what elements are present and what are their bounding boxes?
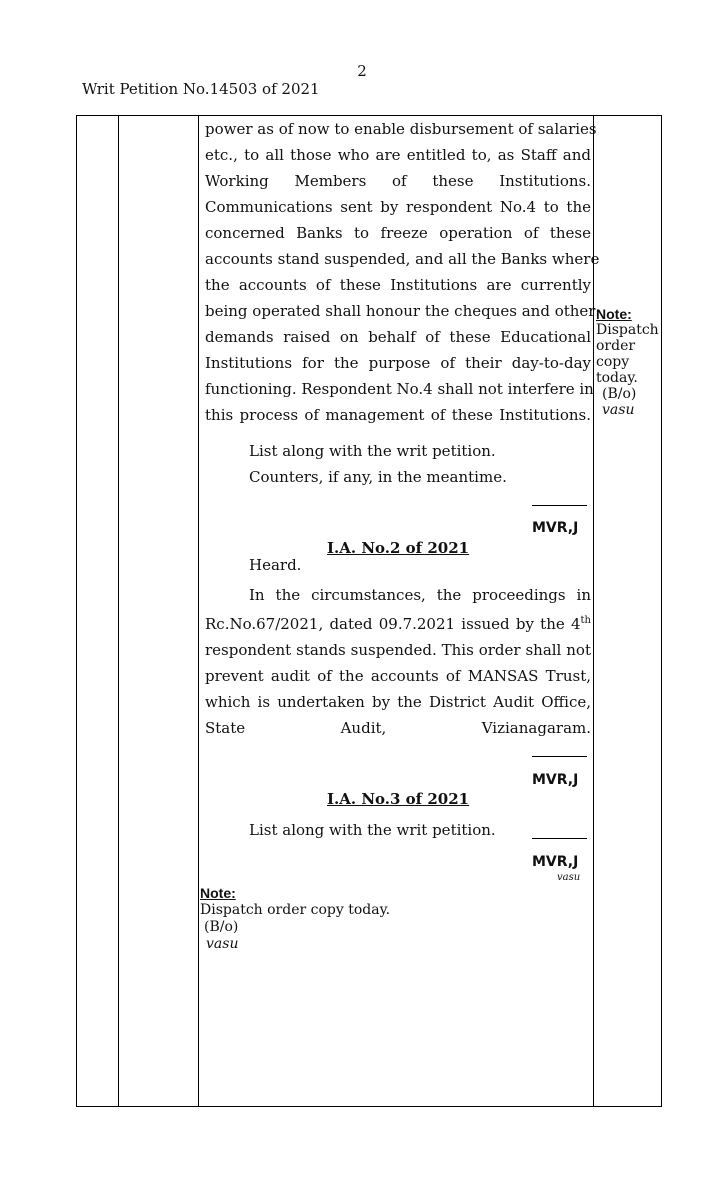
note-line: today.: [596, 370, 638, 386]
paragraph-line: demands raised on behalf of these Educational: [205, 328, 591, 346]
clerk-initials: vasu: [602, 402, 635, 418]
dispatch-note-bottom: [200, 885, 390, 953]
order-sheet-table: [76, 115, 662, 1107]
judge-initials: MVR,J: [532, 520, 579, 536]
ia2-judge-initials: MVR,J: [532, 772, 579, 788]
note-label: Note:: [596, 306, 632, 322]
column-divider-2: [198, 116, 199, 1106]
ia2-line: which is undertaken by the District Audit Office,: [205, 693, 591, 711]
ia2-title: I.A. No.2 of 2021: [327, 539, 470, 557]
clerk-initials: vasu: [557, 872, 581, 883]
signature-rule: [532, 756, 587, 757]
note-label: Note:: [200, 885, 236, 901]
signature-rule: [532, 838, 587, 839]
ia3-title: I.A. No.3 of 2021: [327, 790, 470, 808]
paragraph-line: accounts stand suspended, and all the Banks where: [205, 250, 600, 268]
ia3-text: List along with the writ petition.: [249, 821, 496, 839]
paragraph-line: this process of management of these Institutions.: [205, 406, 591, 424]
list-instruction: List along with the writ petition.: [249, 442, 496, 460]
bo-mark: (B/o): [602, 386, 637, 402]
note-line: Dispatch: [596, 322, 659, 338]
dispatch-note-side: [596, 306, 660, 418]
ia2-line: [205, 608, 591, 637]
column-divider-1: [118, 116, 119, 1106]
paragraph-line: etc., to all those who are entitled to, as Staff and: [205, 146, 591, 164]
ia3-judge-initials: MVR,J: [532, 854, 579, 870]
ia2-heard: Heard.: [249, 556, 302, 574]
paragraph-line: concerned Banks to freeze operation of these: [205, 224, 591, 242]
counters-instruction: Counters, if any, in the meantime.: [249, 468, 507, 486]
ia2-line: State Audit, Vizianagaram.: [205, 719, 591, 737]
paragraph-line: Institutions for the purpose of their day-to-day: [205, 354, 591, 372]
ia2-line-text: Rc.No.67/2021, dated 09.7.2021 issued by the 4: [205, 615, 581, 633]
ia2-line: In the circumstances, the proceedings in: [249, 586, 591, 604]
ia2-line: respondent stands suspended. This order shall not: [205, 641, 591, 659]
paragraph-line: Communications sent by respondent No.4 to the: [205, 198, 591, 216]
note-text: Dispatch order copy today.: [200, 902, 391, 918]
paragraph-line: being operated shall honour the cheques and other: [205, 302, 596, 320]
note-line: order: [596, 338, 636, 354]
ia2-line: prevent audit of the accounts of MANSAS Trust,: [205, 667, 591, 685]
paragraph-line: functioning. Respondent No.4 shall not interfere in: [205, 380, 594, 398]
clerk-initials: vasu: [206, 936, 239, 952]
case-title: Writ Petition No.14503 of 2021: [82, 80, 320, 98]
order-paragraph: [205, 116, 600, 428]
paragraph-line: power as of now to enable disbursement of salaries: [205, 120, 597, 138]
signature-rule: [532, 505, 587, 506]
paragraph-line: the accounts of these Institutions are currently: [205, 276, 591, 294]
ordinal-suffix: th: [580, 615, 591, 626]
bo-mark: (B/o): [204, 919, 239, 935]
paragraph-line: Working Members of these Institutions.: [205, 172, 591, 190]
page-number: 2: [357, 62, 367, 80]
note-line: copy: [596, 354, 630, 370]
